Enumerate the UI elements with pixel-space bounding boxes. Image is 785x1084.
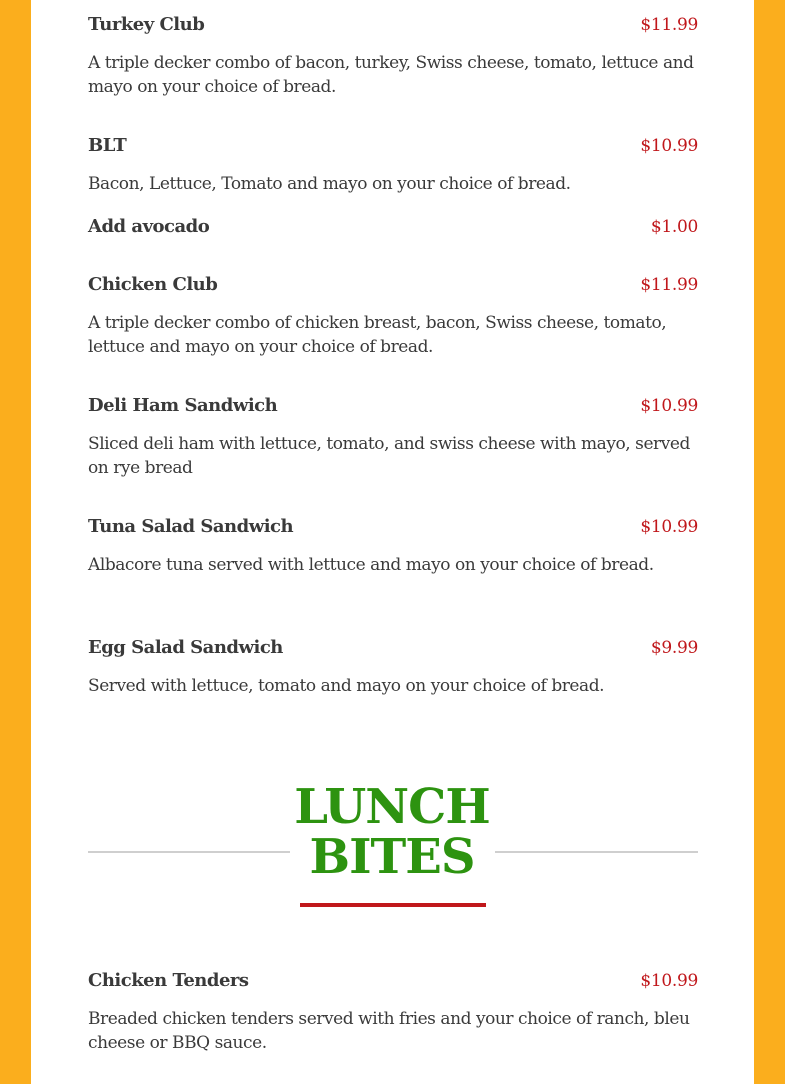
section-title-lunch-bites [289,779,495,885]
menu-item-price: $10.99 [640,396,698,416]
section-title-line1: LUNCH [294,779,490,835]
menu-item-description: Served with lettuce, tomato and mayo on your choice of bread. [88,676,605,696]
menu-item-name: Turkey Club [88,14,205,35]
menu-item-price: $11.99 [640,15,698,35]
menu-item-name: Tuna Salad Sandwich [88,516,294,537]
menu-item-tuna-salad-sandwich [88,516,698,577]
menu-item-price: $10.99 [640,136,698,156]
menu-item-price: $11.99 [640,275,698,295]
menu-item-description: Breaded chicken tenders served with fries and your choice of ranch, bleu cheese or BBQ sauce. [88,1009,690,1053]
menu-item-price: $10.99 [640,517,698,537]
menu-item-description: Albacore tuna served with lettuce and mayo on your choice of bread. [88,555,654,575]
section-divider-right [495,851,698,853]
menu-item-header [88,970,698,996]
menu-item-name: Chicken Tenders [88,970,249,991]
menu-item-blt [88,135,698,196]
menu-item-chicken-tenders [88,970,698,1055]
menu-item-header [88,274,698,300]
menu-item-description: A triple decker combo of bacon, turkey, Swiss cheese, tomato, lettuce and mayo on your choice of bread. [88,53,694,97]
menu-item-add-avocado [88,216,698,242]
section-divider-left [88,851,290,853]
menu-item-price: $9.99 [650,638,698,658]
section-title-underline [300,903,486,907]
menu-item-header [88,395,698,421]
menu-item-header [88,637,698,663]
menu-item-egg-salad-sandwich [88,637,698,698]
menu-item-header [88,135,698,161]
menu-item-chicken-club [88,274,698,359]
menu-item-name: Add avocado [88,216,210,237]
menu-item-description: Sliced deli ham with lettuce, tomato, and swiss cheese with mayo, served on rye bread [88,434,690,478]
menu-page [31,0,754,1084]
menu-item-header [88,216,698,242]
menu-item-name: Egg Salad Sandwich [88,637,283,658]
menu-item-description: A triple decker combo of chicken breast, bacon, Swiss cheese, tomato, lettuce and mayo on your choice of bread. [88,313,667,357]
menu-item-header [88,14,698,40]
menu-item-header [88,516,698,542]
section-title-line2: BITES [309,829,475,885]
menu-item-deli-ham-sandwich [88,395,698,480]
menu-item-name: Deli Ham Sandwich [88,395,278,416]
menu-item-description: Bacon, Lettuce, Tomato and mayo on your choice of bread. [88,174,571,194]
menu-item-price: $1.00 [650,217,698,237]
menu-item-name: Chicken Club [88,274,218,295]
menu-item-turkey-club [88,14,698,99]
menu-item-price: $10.99 [640,971,698,991]
menu-item-name: BLT [88,135,127,156]
